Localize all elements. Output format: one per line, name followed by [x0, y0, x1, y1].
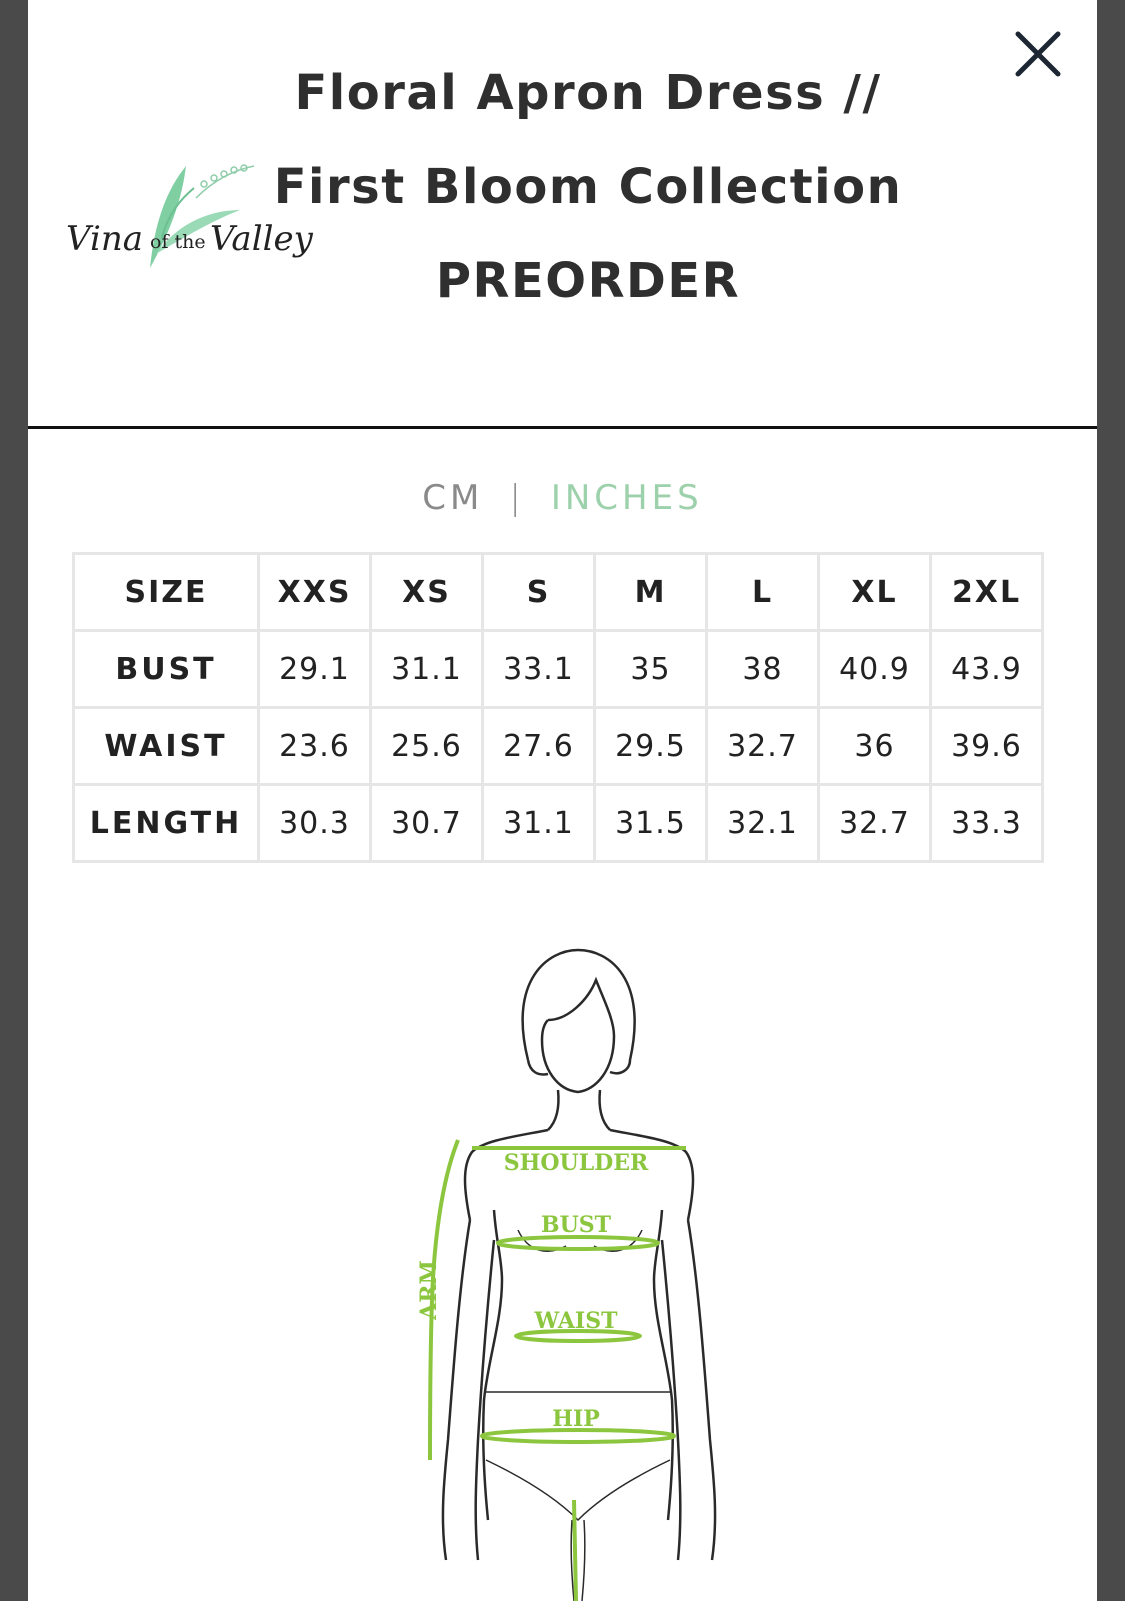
table-cell: 29.5 [596, 709, 705, 783]
table-header-cell: XL [820, 555, 929, 629]
table-cell: 25.6 [372, 709, 481, 783]
row-label: BUST [75, 632, 257, 706]
table-cell: 33.1 [484, 632, 593, 706]
table-header-cell: XS [372, 555, 481, 629]
table-cell: 35 [596, 632, 705, 706]
table-cell: 36 [820, 709, 929, 783]
table-cell: 32.1 [708, 786, 817, 860]
body-outline [443, 950, 715, 1601]
table-cell: 27.6 [484, 709, 593, 783]
inseam-line [574, 1500, 576, 1601]
bust-label: BUST [540, 1212, 612, 1238]
row-label: WAIST [75, 709, 257, 783]
table-cell: 43.9 [932, 632, 1041, 706]
table-cell: 32.7 [820, 786, 929, 860]
table-header-cell: 2XL [932, 555, 1041, 629]
table-cell: 31.5 [596, 786, 705, 860]
close-icon [1015, 31, 1061, 77]
table-header-cell: XXS [260, 555, 369, 629]
table-cell: 32.7 [708, 709, 817, 783]
table-row [75, 632, 1041, 706]
unit-toggle [28, 478, 1097, 518]
table-cell: 40.9 [820, 632, 929, 706]
table-cell: 29.1 [260, 632, 369, 706]
unit-inches-option[interactable]: INCHES [550, 478, 703, 518]
size-table [72, 552, 1044, 863]
table-cell: 39.6 [932, 709, 1041, 783]
body-measurement-figure [398, 940, 758, 1601]
shoulder-label: SHOULDER [503, 1150, 649, 1176]
unit-separator: | [509, 478, 525, 518]
table-row [75, 709, 1041, 783]
table-row [75, 786, 1041, 860]
table-header-cell: S [484, 555, 593, 629]
logo-text-valley: Valley [210, 219, 313, 259]
logo-text-vina: Vina [66, 219, 143, 259]
table-cell: 31.1 [484, 786, 593, 860]
row-label: LENGTH [75, 786, 257, 860]
arm-label: ARM [416, 1260, 442, 1320]
table-cell: 31.1 [372, 632, 481, 706]
unit-cm-option[interactable]: CM [422, 478, 484, 518]
table-cell: 23.6 [260, 709, 369, 783]
size-chart-modal [28, 0, 1097, 1601]
table-cell: 30.7 [372, 786, 481, 860]
table-cell: 33.3 [932, 786, 1041, 860]
table-cell: 30.3 [260, 786, 369, 860]
close-button[interactable] [1010, 26, 1066, 82]
header-divider [28, 426, 1097, 429]
waist-label: WAIST [534, 1308, 618, 1334]
table-header-row [75, 555, 1041, 629]
table-header-cell: SIZE [75, 555, 257, 629]
page-title: Floral Apron Dress // First Bloom Collection PREORDER [273, 65, 903, 309]
table-header-cell: L [708, 555, 817, 629]
table-cell: 38 [708, 632, 817, 706]
table-header-cell: M [596, 555, 705, 629]
logo-text-of-the: of the [150, 231, 206, 253]
hip-label: HIP [552, 1406, 600, 1432]
